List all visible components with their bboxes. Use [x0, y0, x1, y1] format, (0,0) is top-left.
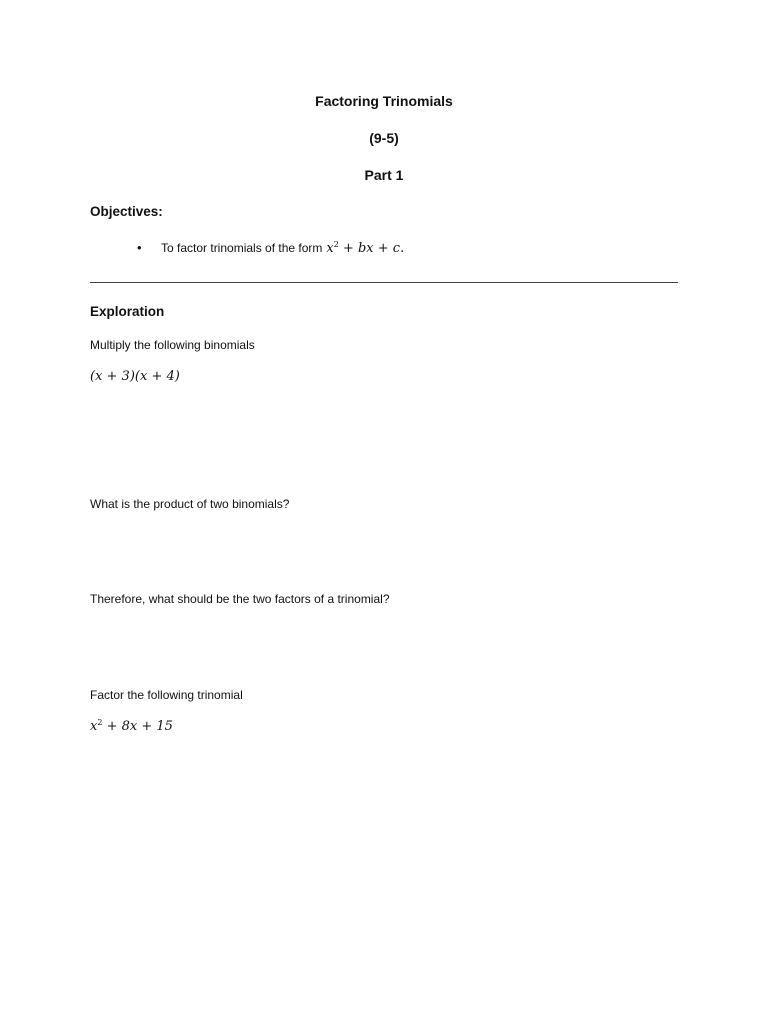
question-product: What is the product of two binomials?: [90, 497, 290, 511]
trinomial-var: x: [90, 719, 98, 734]
objective-item: [137, 240, 404, 256]
objective-math: [326, 241, 404, 256]
section-divider: [90, 282, 678, 283]
objectives-heading: Objectives:: [90, 204, 163, 219]
multiply-instruction: Multiply the following binomials: [90, 338, 255, 352]
objective-math-var: x: [326, 241, 334, 256]
trinomial-exponent: 2: [97, 718, 103, 727]
bullet-icon: •: [137, 240, 142, 255]
part-label: Part 1: [364, 167, 404, 183]
objective-math-exponent: 2: [333, 240, 339, 249]
objective-text: To factor trinomials of the form: [161, 241, 323, 255]
trinomial-rest: + 8x + 15: [102, 719, 173, 734]
exploration-heading: Exploration: [90, 304, 165, 319]
objective-math-end: .: [400, 241, 405, 256]
trinomial-expression: [90, 719, 173, 734]
document-title: Factoring Trinomials: [315, 93, 453, 109]
question-factors: Therefore, what should be the two factors of a trinomial?: [90, 592, 390, 606]
objective-math-rest: + bx + c: [338, 241, 401, 256]
binomial-expression: (x + 3)(x + 4): [90, 369, 180, 384]
factor-instruction: Factor the following trinomial: [90, 688, 243, 702]
section-code: (9-5): [369, 130, 399, 146]
